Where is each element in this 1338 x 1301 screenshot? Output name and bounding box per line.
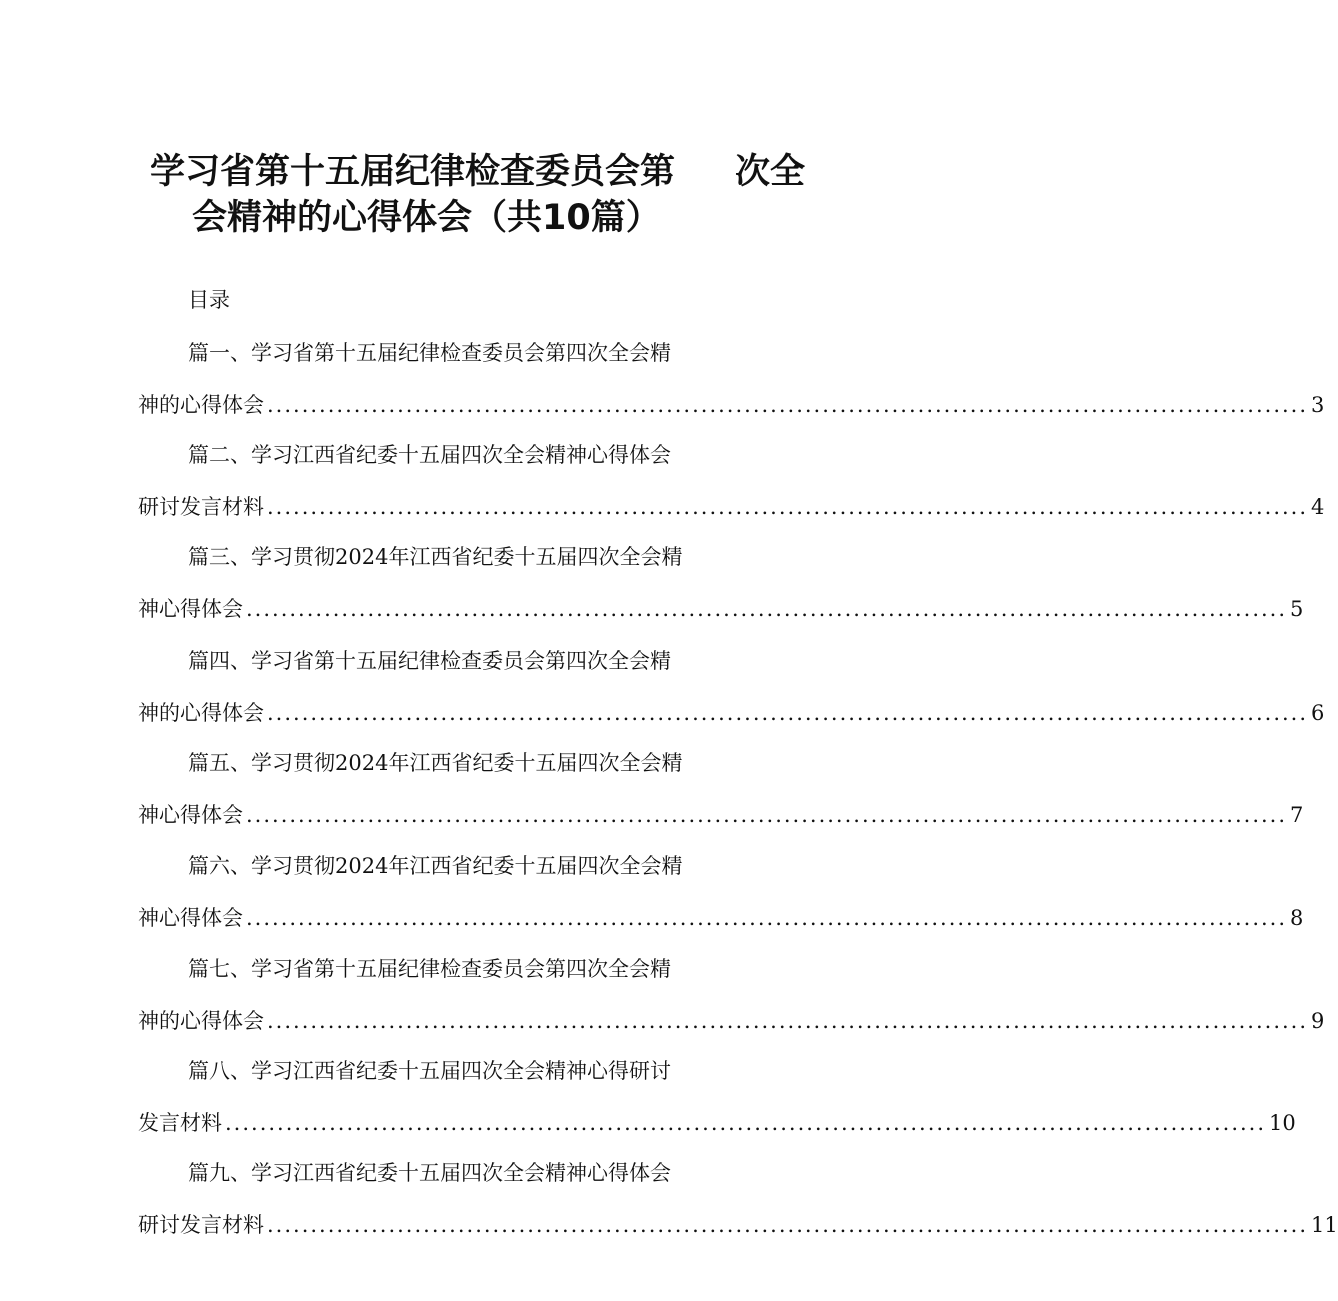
toc-entry-continuation: 神的心得体会 [138, 701, 264, 725]
toc-entry-title[interactable]: 篇五、学习贯彻2024年江西省纪委十五届四次全会精 [188, 751, 683, 775]
toc-entry-continuation: 研讨发言材料 [138, 495, 264, 519]
toc-entry-line[interactable] [138, 594, 1304, 624]
toc-entry-line[interactable] [138, 1006, 1325, 1036]
toc-entry-continuation: 发言材料 [138, 1111, 222, 1135]
toc-page-number: 6 [1311, 701, 1325, 725]
toc-entry-title[interactable]: 篇八、学习江西省纪委十五届四次全会精神心得研讨 [188, 1059, 671, 1083]
toc-entry-continuation: 神心得体会 [138, 803, 243, 827]
toc-entry-line[interactable] [138, 492, 1325, 522]
toc-entry-line[interactable] [138, 1210, 1338, 1240]
toc-page-number: 3 [1311, 393, 1325, 417]
toc-entry-line[interactable] [138, 390, 1325, 420]
toc-entry-line[interactable] [138, 698, 1325, 728]
toc-page-number: 8 [1290, 906, 1304, 930]
toc-entry-continuation: 神心得体会 [138, 906, 243, 930]
toc-entry-line[interactable] [138, 903, 1304, 933]
toc-entry-continuation: 神的心得体会 [138, 1009, 264, 1033]
toc-entry-line[interactable] [138, 800, 1304, 830]
toc-entry-title[interactable]: 篇九、学习江西省纪委十五届四次全会精神心得体会 [188, 1161, 671, 1185]
toc-page-number: 10 [1269, 1111, 1296, 1135]
toc-entry-title[interactable]: 篇四、学习省第十五届纪律检查委员会第四次全会精 [188, 649, 671, 673]
toc-entry-title[interactable]: 篇七、学习省第十五届纪律检查委员会第四次全会精 [188, 957, 671, 981]
toc-entry-title[interactable]: 篇二、学习江西省纪委十五届四次全会精神心得体会 [188, 443, 671, 467]
dot-leader: ........................................................................................................................ [246, 597, 1288, 621]
toc-entry-continuation: 神的心得体会 [138, 393, 264, 417]
toc-entry-line[interactable] [138, 1108, 1296, 1138]
toc-page-number: 9 [1311, 1009, 1325, 1033]
toc-entry-title[interactable]: 篇三、学习贯彻2024年江西省纪委十五届四次全会精 [188, 545, 683, 569]
toc-entry-continuation: 神心得体会 [138, 597, 243, 621]
dot-leader: ........................................................................................................................ [267, 701, 1309, 725]
dot-leader: ........................................................................................................................ [267, 1213, 1309, 1237]
toc-entry-title[interactable]: 篇一、学习省第十五届纪律检查委员会第四次全会精 [188, 341, 671, 365]
title-part-a: 学习省第十五届纪律检查委员会第 [150, 152, 676, 192]
toc-entry-continuation: 研讨发言材料 [138, 1213, 264, 1237]
dot-leader: ........................................................................................................................ [267, 495, 1309, 519]
toc-page-number: 11 [1311, 1213, 1338, 1237]
dot-leader: ........................................................................................................................ [246, 803, 1288, 827]
title-line-2-text: 会精神的心得体会（共10篇） [192, 198, 661, 238]
toc-entry-title[interactable]: 篇六、学习贯彻2024年江西省纪委十五届四次全会精 [188, 854, 683, 878]
toc-page-number: 4 [1311, 495, 1325, 519]
toc-page-number: 5 [1290, 597, 1304, 621]
title-part-b: 次全 [735, 152, 806, 192]
dot-leader: ........................................................................................................................ [267, 1009, 1309, 1033]
document-title-line-2 [192, 196, 661, 240]
dot-leader: ........................................................................................................................ [246, 906, 1288, 930]
document-title-line-1 [150, 150, 805, 194]
toc-page-number: 7 [1290, 803, 1304, 827]
dot-leader: ........................................................................................................................ [225, 1111, 1267, 1135]
dot-leader: ........................................................................................................................ [267, 393, 1309, 417]
toc-heading: 目录 [188, 288, 230, 312]
